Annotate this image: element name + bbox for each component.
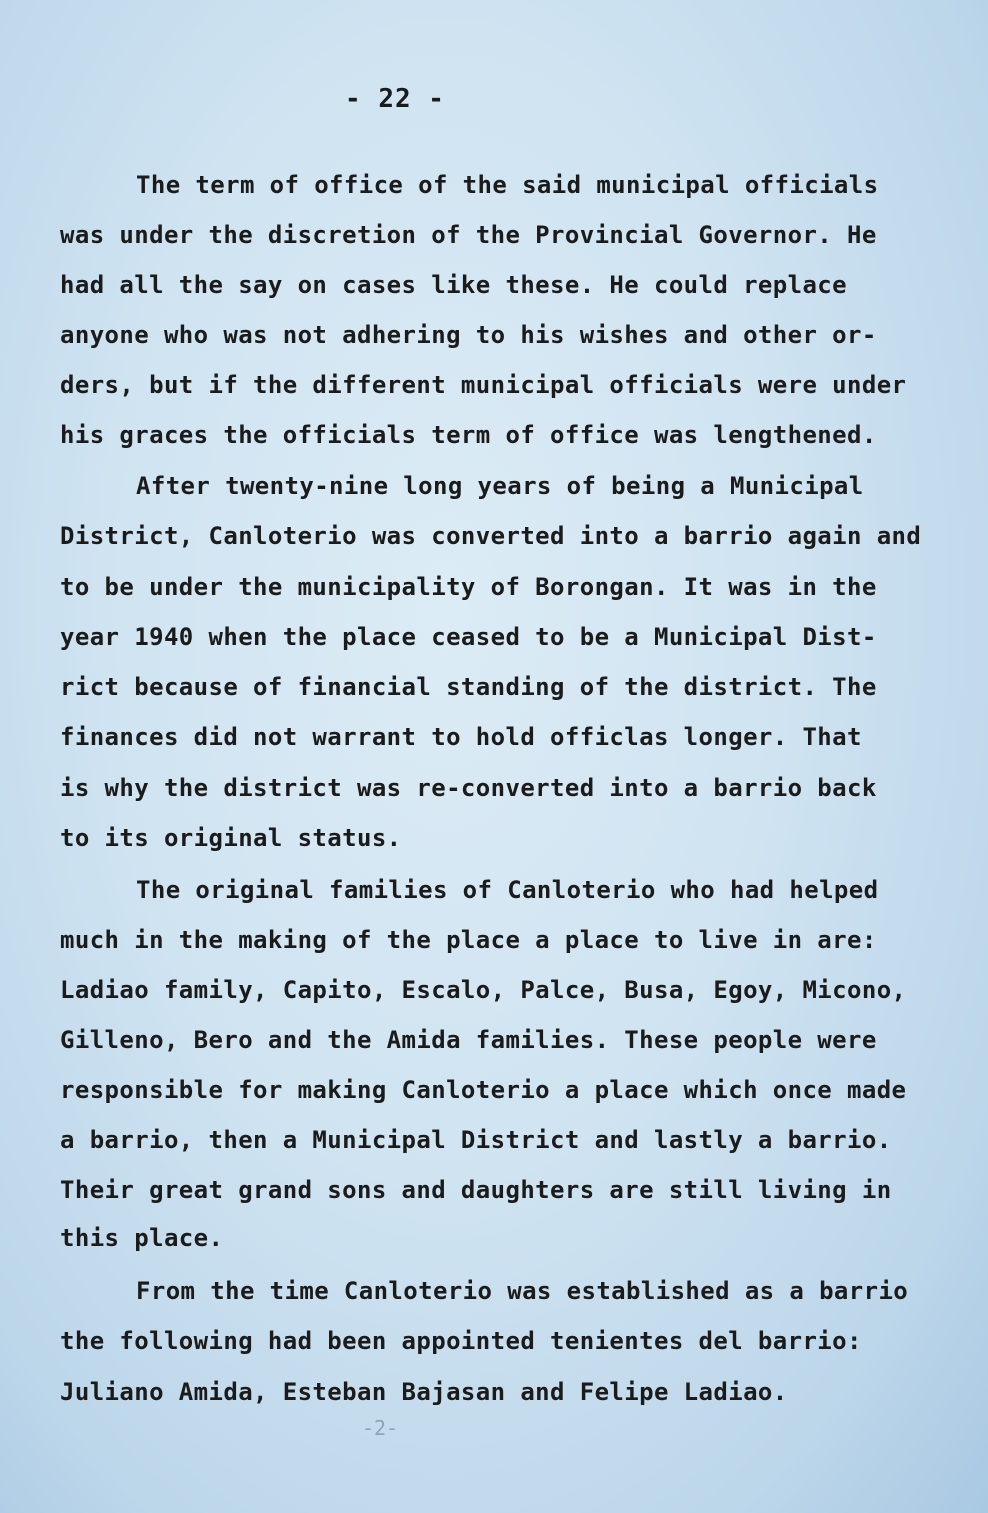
text-line: Juliano Amida, Esteban Bajasan and Felipe Ladiao. [60, 1378, 788, 1406]
text-line: The term of office of the said municipal officials [136, 171, 879, 199]
text-line: anyone who was not adhering to his wishes and other or- [60, 321, 877, 349]
text-line: this place. [60, 1224, 224, 1252]
text-line: District, Canloterio was converted into a barrio again and [60, 522, 922, 550]
text-line: much in the making of the place a place to live in are: [60, 926, 877, 954]
text-line: Gilleno, Bero and the Amida families. These people were [60, 1026, 877, 1054]
text-line: From the time Canloterio was established as a barrio [136, 1277, 909, 1305]
text-line: to be under the municipality of Borongan. It was in the [60, 573, 877, 601]
text-line: The original families of Canloterio who had helped [136, 876, 879, 904]
text-line: to its original status. [60, 824, 402, 852]
text-line: his graces the officials term of office was lengthened. [60, 421, 877, 449]
text-line: ders, but if the different municipal officials were under [60, 371, 907, 399]
text-line: a barrio, then a Municipal District and lastly a barrio. [60, 1126, 892, 1154]
text-line: was under the discretion of the Provincial Governor. He [60, 221, 877, 249]
text-line: the following had been appointed tenientes del barrio: [60, 1327, 862, 1355]
text-line: After twenty-nine long years of being a Municipal [136, 472, 864, 500]
text-line: finances did not warrant to hold officlas longer. That [60, 723, 862, 751]
text-line: had all the say on cases like these. He could replace [60, 271, 848, 299]
text-line: is why the district was re-converted into a barrio back [60, 774, 877, 802]
text-line: year 1940 when the place ceased to be a Municipal Dist- [60, 623, 877, 651]
page-number: - 22 - [345, 84, 445, 114]
footer-mark: -2- [361, 1416, 399, 1440]
text-line: rict because of financial standing of the district. The [60, 673, 877, 701]
text-line: Ladiao family, Capito, Escalo, Palce, Busa, Egoy, Micono, [60, 976, 907, 1004]
text-line: Their great grand sons and daughters are still living in [60, 1176, 892, 1204]
text-line: responsible for making Canloterio a place which once made [60, 1076, 907, 1104]
